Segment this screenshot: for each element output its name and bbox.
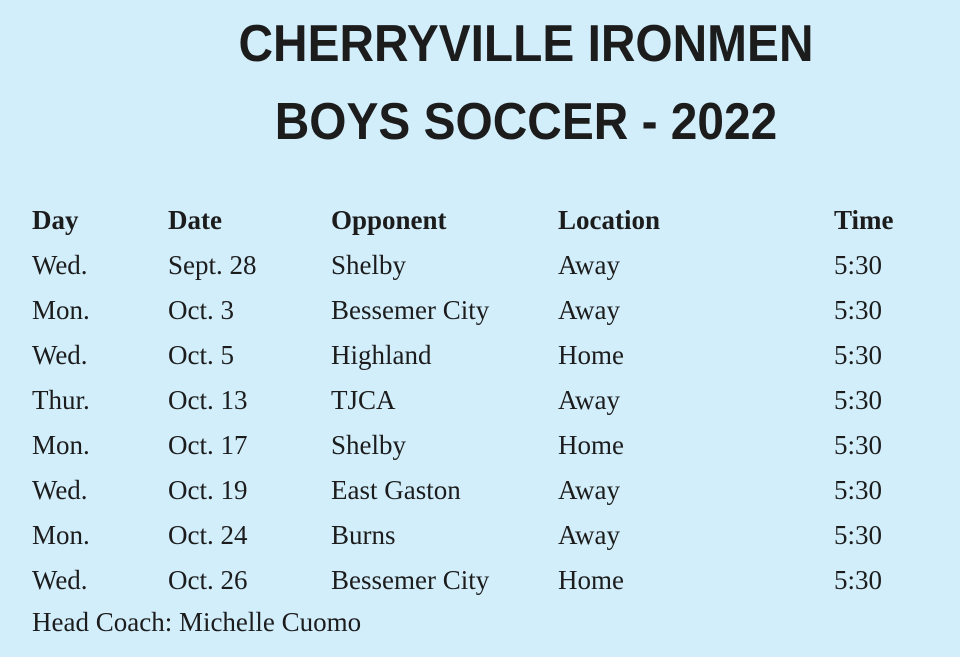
header-day: Day [32, 205, 79, 235]
cell-location: Away [558, 385, 621, 415]
cell-date: Oct. 3 [168, 295, 234, 325]
table-row [32, 288, 924, 333]
cell-opponent: Highland [331, 340, 432, 370]
cell-opponent: Burns [331, 520, 396, 550]
cell-time: 5:30 [834, 250, 883, 280]
cell-opponent: East Gaston [331, 475, 461, 505]
table-row [32, 378, 924, 423]
table-row [32, 558, 924, 603]
cell-date: Oct. 19 [168, 475, 248, 505]
cell-opponent: Shelby [331, 430, 407, 460]
cell-opponent: TJCA [331, 385, 396, 415]
cell-date: Oct. 26 [168, 565, 248, 595]
schedule-table [32, 198, 924, 603]
cell-time: 5:30 [834, 520, 883, 550]
header-time: Time [834, 205, 894, 235]
cell-time: 5:30 [834, 340, 883, 370]
table-row [32, 333, 924, 378]
cell-location: Away [558, 295, 621, 325]
cell-location: Home [558, 565, 624, 595]
cell-day: Mon. [32, 520, 90, 550]
header-location: Location [558, 205, 661, 235]
cell-location: Away [558, 250, 621, 280]
cell-location: Home [558, 430, 624, 460]
cell-time: 5:30 [834, 295, 883, 325]
table-row [32, 243, 924, 288]
table-header-row [32, 198, 924, 243]
table-row [32, 423, 924, 468]
cell-location: Home [558, 340, 624, 370]
cell-opponent: Shelby [331, 250, 407, 280]
head-coach-note: Head Coach: Michelle Cuomo [32, 607, 362, 637]
cell-time: 5:30 [834, 565, 883, 595]
cell-day: Wed. [32, 250, 88, 280]
cell-day: Wed. [32, 475, 88, 505]
cell-location: Away [558, 475, 621, 505]
cell-day: Mon. [32, 295, 90, 325]
cell-time: 5:30 [834, 430, 883, 460]
cell-day: Mon. [32, 430, 90, 460]
header-opponent: Opponent [331, 205, 447, 235]
cell-date: Oct. 13 [168, 385, 248, 415]
cell-opponent: Bessemer City [331, 295, 490, 325]
cell-time: 5:30 [834, 475, 883, 505]
cell-day: Wed. [32, 565, 88, 595]
cell-date: Oct. 5 [168, 340, 234, 370]
cell-date: Oct. 24 [168, 520, 248, 550]
table-row [32, 468, 924, 513]
cell-day: Wed. [32, 340, 88, 370]
cell-date: Sept. 28 [168, 250, 257, 280]
cell-time: 5:30 [834, 385, 883, 415]
cell-date: Oct. 17 [168, 430, 248, 460]
cell-location: Away [558, 520, 621, 550]
header-date: Date [168, 205, 222, 235]
table-row [32, 513, 924, 558]
cell-day: Thur. [32, 385, 90, 415]
page-title-line2: BOYS SOCCER - 2022 [274, 93, 778, 151]
cell-opponent: Bessemer City [331, 565, 490, 595]
page-title-line1: CHERRYVILLE IRONMEN [238, 15, 814, 73]
